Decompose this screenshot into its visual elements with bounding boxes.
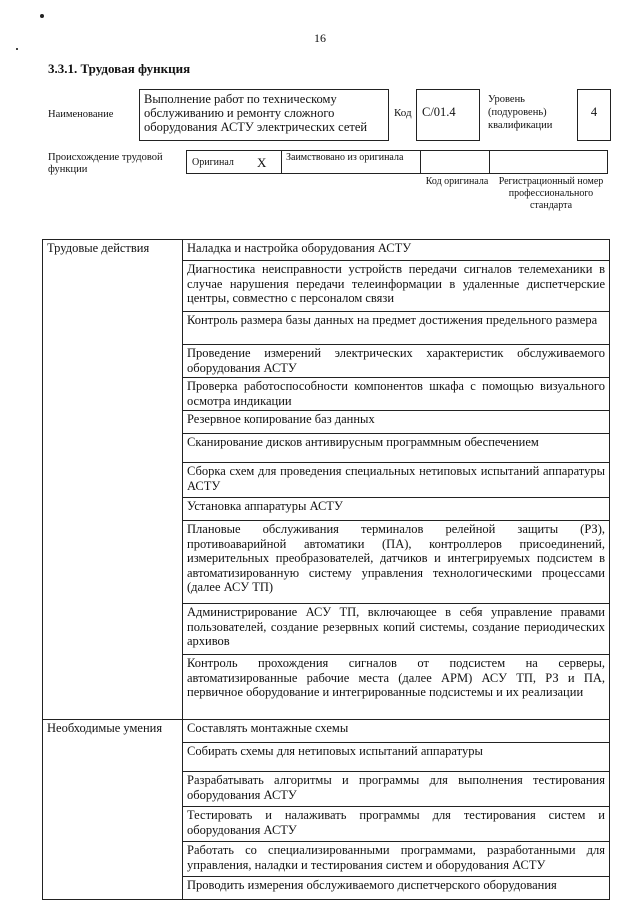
code-original-cell	[420, 150, 490, 174]
reg-number-caption: Регистрационный номер профессионального стандарта	[498, 176, 604, 211]
section-title: Необходимые умения	[43, 720, 183, 900]
borrowed-cell	[281, 150, 421, 174]
reg-number-cell	[489, 150, 608, 174]
section-heading: 3.3.1. Трудовая функция	[48, 61, 191, 76]
table-cell: Составлять монтажные схемы	[183, 720, 610, 743]
table-cell: Разрабатывать алгоритмы и программы для выполнения тестирования оборудования АСТУ	[183, 772, 610, 807]
table-cell: Проводить измерения обслуживаемого диспетчерского оборудования	[183, 877, 610, 900]
original-label: Оригинал	[192, 157, 234, 168]
level-label: Уровень (подуровень) квалификации	[488, 94, 553, 131]
function-name: Выполнение работ по техническому обслуживанию и ремонту сложного оборудования АСТУ электрических сетей	[144, 92, 368, 134]
table-cell: Наладка и настройка оборудования АСТУ	[183, 240, 610, 261]
table-cell: Работать со специализированными программами, разработанными для управления, наладки и тестирования систем и оборудования АСТУ	[183, 842, 610, 877]
table-cell: Собирать схемы для нетиповых испытаний аппаратуры	[183, 743, 610, 772]
scan-mark	[16, 48, 18, 50]
page-number: 16	[314, 31, 326, 45]
section-title: Трудовые действия	[43, 240, 183, 720]
level-box	[577, 89, 611, 141]
table-cell: Проведение измерений электрических характеристик обслуживаемого оборудования АСТУ	[183, 345, 610, 378]
function-name-box	[139, 89, 389, 141]
code-label: Код	[394, 107, 412, 119]
code-value: C/01.4	[422, 105, 456, 119]
table-cell: Диагностика неисправности устройств передачи сигналов телемеханики в случае нарушения передачи телеинформации в удаленные диспетчерские центры, совместно с персоналом связи	[183, 261, 610, 312]
labor-function-table	[42, 239, 610, 900]
table-cell: Установка аппаратуры АСТУ	[183, 498, 610, 521]
level-value: 4	[590, 105, 598, 119]
table-cell: Тестировать и налаживать программы для тестирования систем и оборудования АСТУ	[183, 807, 610, 842]
code-original-caption: Код оригинала	[425, 176, 489, 187]
table-cell: Плановые обслуживания терминалов релейной защиты (РЗ), противоаварийной автоматики (ПА), контроллеров присоединений, измерительных преобразователей, датчиков и интегрируемых подсистем в автоматизированную систему управления технологическими процессами (далее АСУ ТП)	[183, 521, 610, 604]
code-box	[416, 89, 480, 141]
table-row	[43, 720, 610, 743]
table-row	[43, 240, 610, 261]
table-cell: Сканирование дисков антивирусным программным обеспечением	[183, 434, 610, 463]
table-cell: Администрирование АСУ ТП, включающее в себя управление правами пользователей, создание резервных копий системы, создание периодических архивов	[183, 604, 610, 655]
original-cell	[186, 150, 282, 174]
table-cell: Контроль размера базы данных на предмет достижения предельного размера	[183, 312, 610, 345]
table-cell: Контроль прохождения сигналов от подсистем на серверы, автоматизированные рабочие места (далее АРМ) АСУ ТП, РЗ и ПА, первичное оборудование и интегрированные подсистемы и их реализации	[183, 655, 610, 720]
origin-label: Происхождение трудовой функции	[48, 152, 163, 175]
table-cell: Проверка работоспособности компонентов шкафа с помощью визуального осмотра индикации	[183, 378, 610, 411]
table-cell: Сборка схем для проведения специальных нетиповых испытаний аппаратуры АСТУ	[183, 463, 610, 498]
table-cell: Резервное копирование баз данных	[183, 411, 610, 434]
scan-dot	[40, 14, 44, 18]
original-mark: X	[257, 155, 267, 170]
borrowed-label: Заимствовано из оригинала	[286, 152, 404, 163]
origin-cells	[186, 150, 608, 174]
name-label: Наименование	[48, 109, 114, 120]
